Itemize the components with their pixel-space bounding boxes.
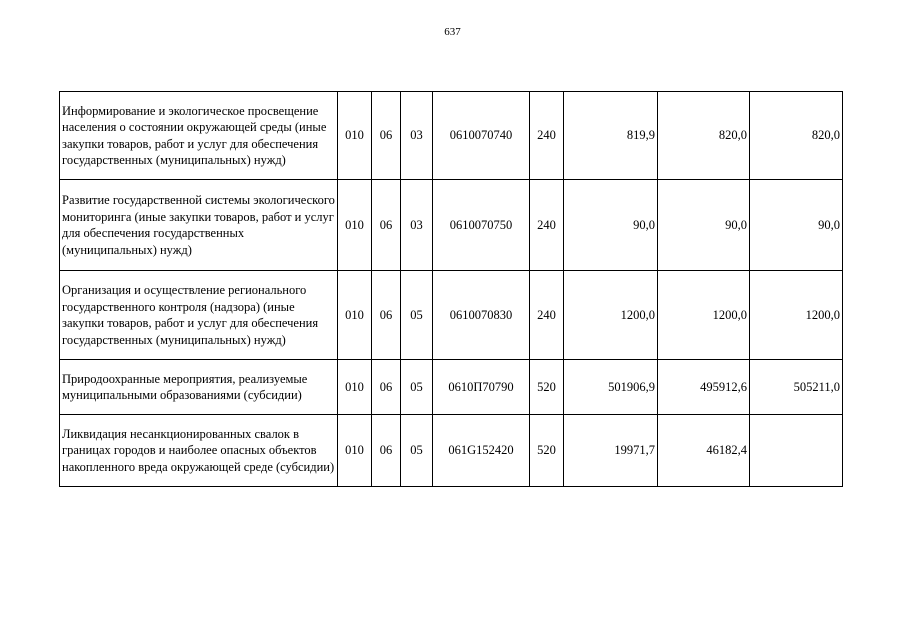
expense-type-cell: 240	[530, 92, 564, 180]
target-article-cell: 0610070830	[433, 271, 530, 360]
target-article-cell: 061G152420	[433, 415, 530, 487]
amount-year3-cell: 505211,0	[750, 360, 843, 415]
expense-type-cell: 520	[530, 415, 564, 487]
subsection-code-cell: 05	[401, 360, 433, 415]
table-row	[60, 92, 843, 180]
table-row	[60, 271, 843, 360]
amount-year1-cell: 501906,9	[564, 360, 658, 415]
amount-year2-cell: 90,0	[658, 180, 750, 271]
row-name-cell: Организация и осуществление регионального государственного контроля (надзора) (иные закупки товаров, работ и услуг для обеспечения государственных (муниципальных) нужд)	[60, 271, 338, 360]
amount-year1-cell: 819,9	[564, 92, 658, 180]
amount-year3-cell: 1200,0	[750, 271, 843, 360]
ved-code-cell: 010	[338, 271, 372, 360]
row-name-cell: Ликвидация несанкционированных свалок в границах городов и наиболее опасных объектов накопленного вреда окружающей среде (субсидии)	[60, 415, 338, 487]
amount-year1-cell: 1200,0	[564, 271, 658, 360]
amount-year3-cell	[750, 415, 843, 487]
subsection-code-cell: 05	[401, 271, 433, 360]
table-row	[60, 415, 843, 487]
target-article-cell: 0610070740	[433, 92, 530, 180]
subsection-code-cell: 05	[401, 415, 433, 487]
row-name-cell: Развитие государственной системы экологического мониторинга (иные закупки товаров, работ и услуг для обеспечения государственных (муниципальных) нужд)	[60, 180, 338, 271]
ved-code-cell: 010	[338, 92, 372, 180]
section-code-cell: 06	[372, 92, 401, 180]
section-code-cell: 06	[372, 360, 401, 415]
subsection-code-cell: 03	[401, 180, 433, 271]
page-number: 637	[444, 26, 461, 38]
expense-type-cell: 240	[530, 271, 564, 360]
amount-year2-cell: 495912,6	[658, 360, 750, 415]
target-article-cell: 0610070750	[433, 180, 530, 271]
amount-year2-cell: 820,0	[658, 92, 750, 180]
ved-code-cell: 010	[338, 180, 372, 271]
subsection-code-cell: 03	[401, 92, 433, 180]
row-name-cell: Природоохранные мероприятия, реализуемые муниципальными образованиями (субсидии)	[60, 360, 338, 415]
amount-year3-cell: 820,0	[750, 92, 843, 180]
target-article-cell: 0610П70790	[433, 360, 530, 415]
ved-code-cell: 010	[338, 415, 372, 487]
expense-type-cell: 520	[530, 360, 564, 415]
amount-year2-cell: 46182,4	[658, 415, 750, 487]
row-name-cell: Информирование и экологическое просвещение населения о состоянии окружающей среды (иные закупки товаров, работ и услуг для обеспечения государственных (муниципальных) нужд)	[60, 92, 338, 180]
section-code-cell: 06	[372, 271, 401, 360]
expense-type-cell: 240	[530, 180, 564, 271]
amount-year1-cell: 19971,7	[564, 415, 658, 487]
amount-year2-cell: 1200,0	[658, 271, 750, 360]
section-code-cell: 06	[372, 415, 401, 487]
ved-code-cell: 010	[338, 360, 372, 415]
table-row	[60, 360, 843, 415]
budget-table	[59, 91, 843, 487]
amount-year1-cell: 90,0	[564, 180, 658, 271]
amount-year3-cell: 90,0	[750, 180, 843, 271]
table-row	[60, 180, 843, 271]
section-code-cell: 06	[372, 180, 401, 271]
